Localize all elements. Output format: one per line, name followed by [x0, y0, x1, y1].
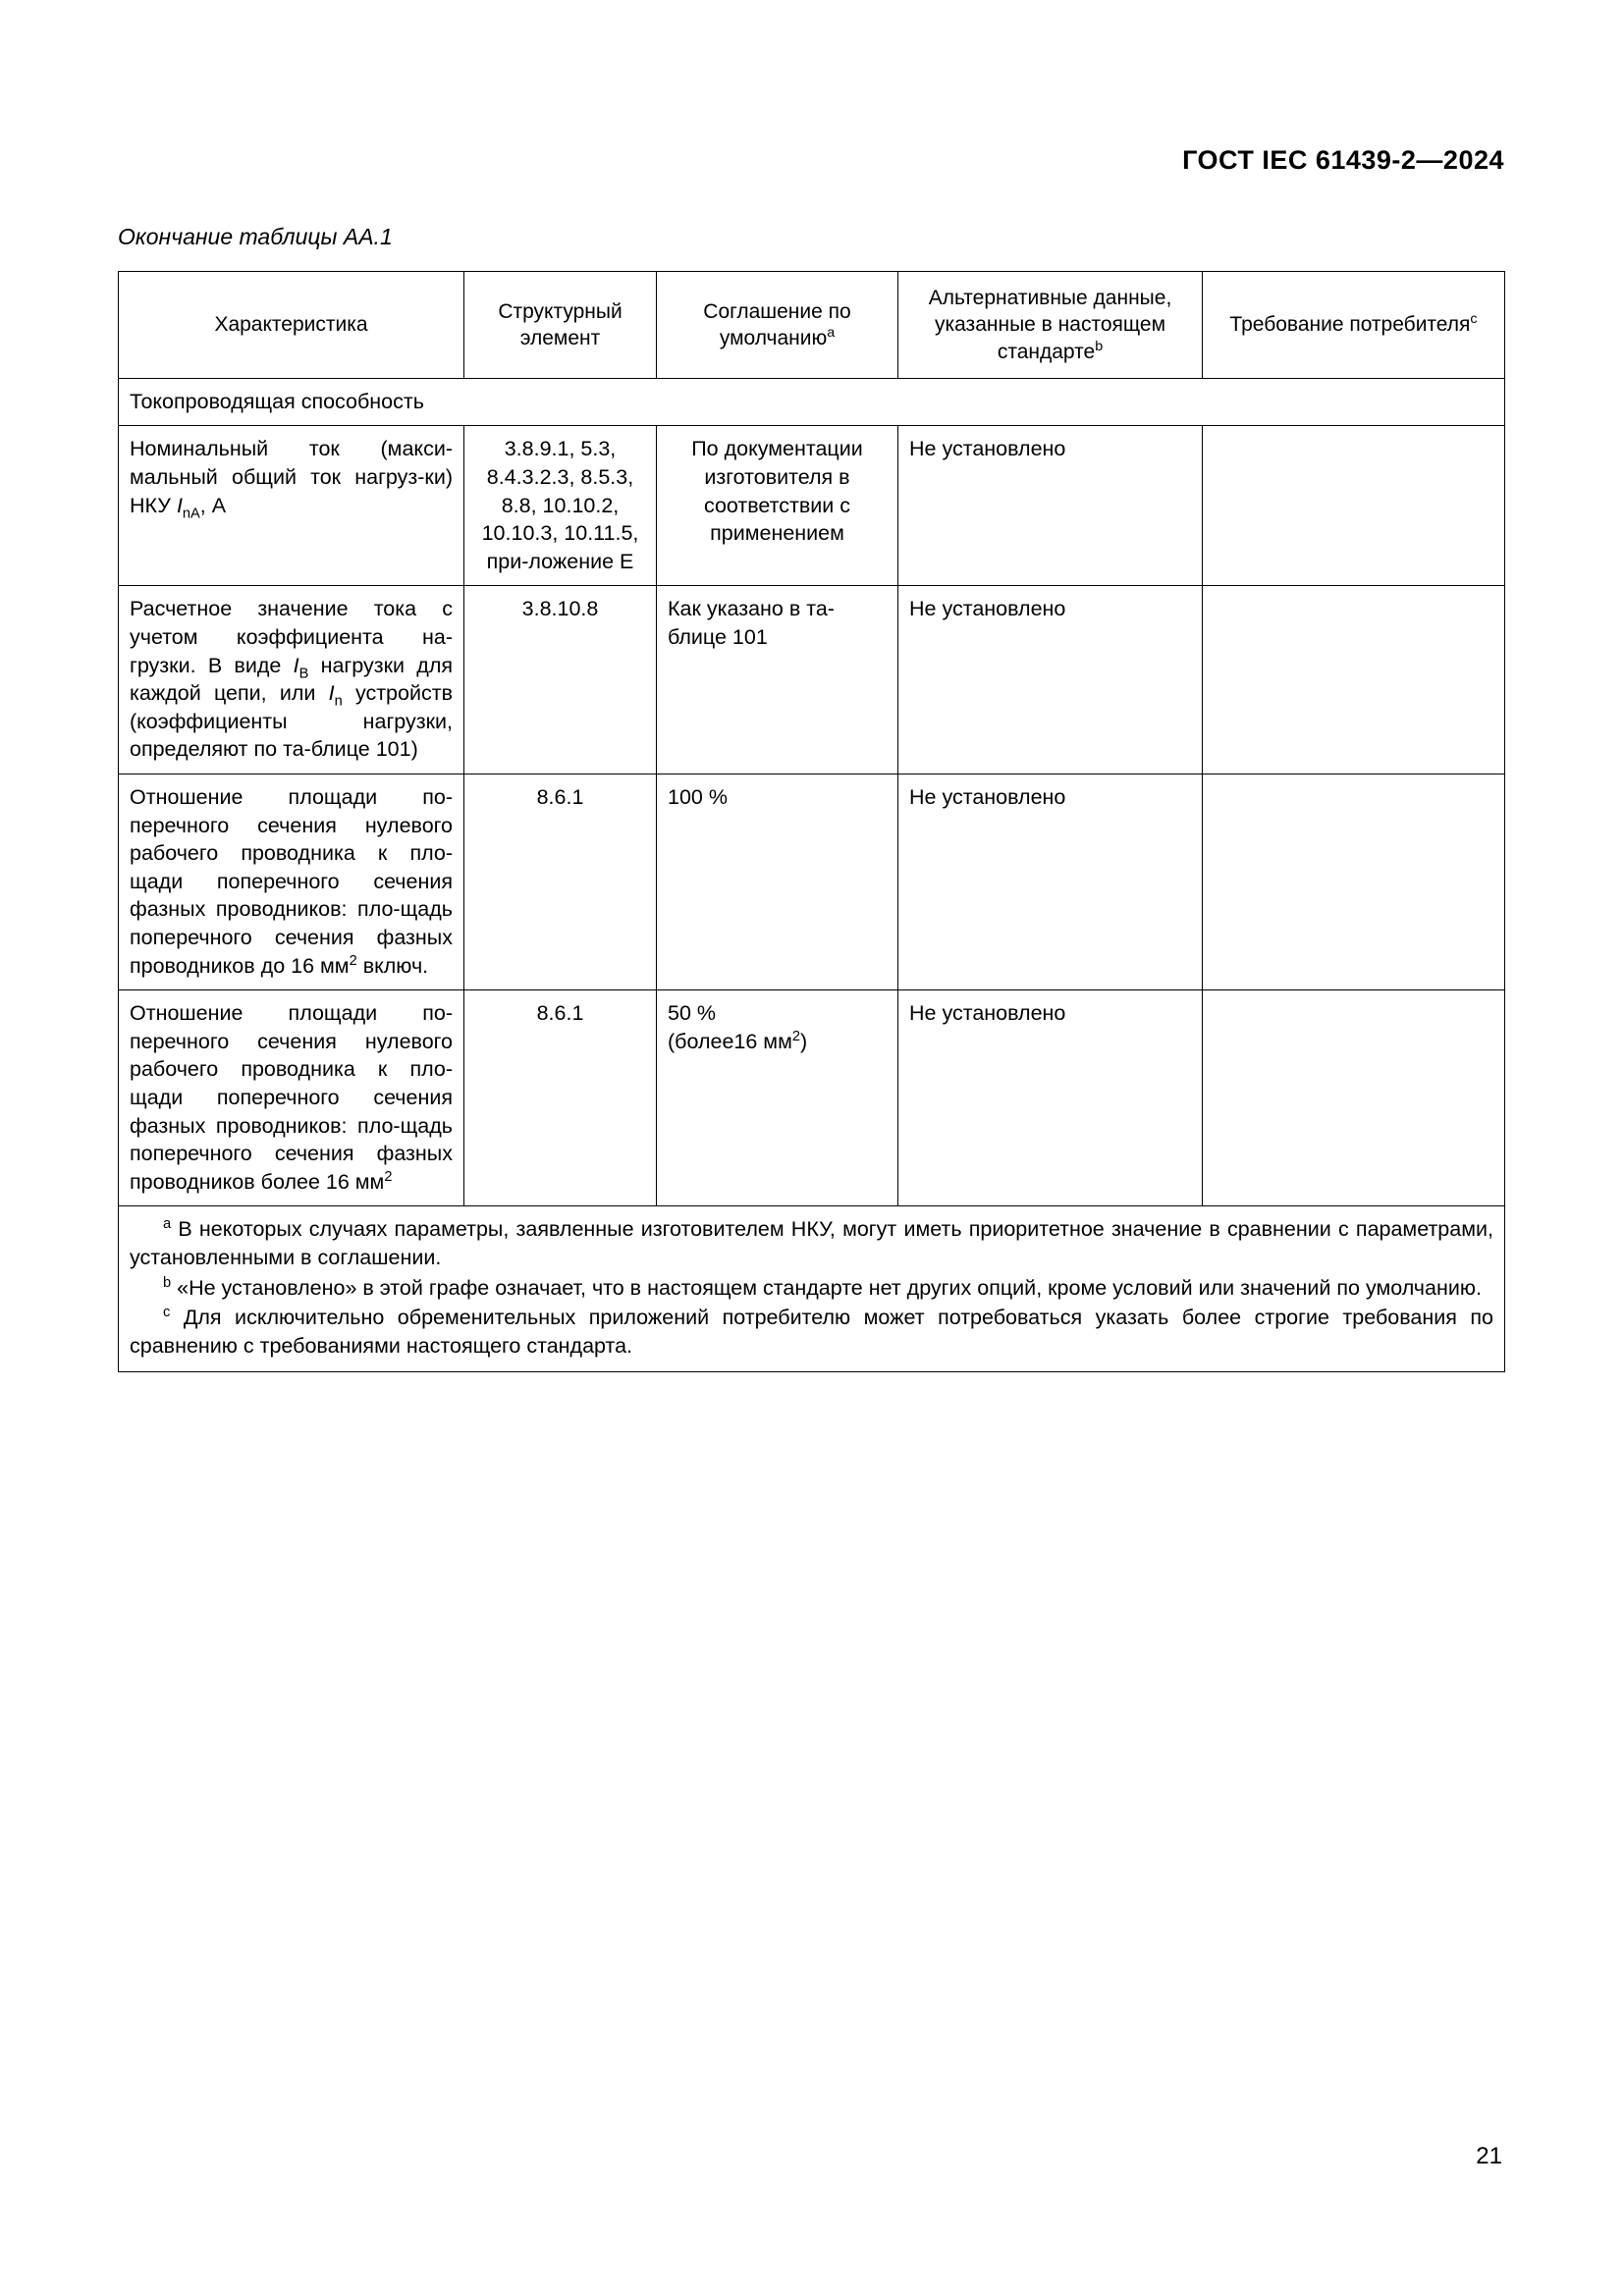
footnote-c: $^c$ Для исключительно обременительных приложений потребителю может потребоваться указать более строгие требования по сравнению с требованиями настоящего стандарта.: [130, 1304, 1493, 1358]
column-header-default-agreement: Соглашение по умолчанию$^a$: [657, 272, 898, 379]
row-default-agreement: 100 %: [657, 774, 898, 990]
page-number: 21: [1476, 2143, 1502, 2169]
column-header-customer-requirement: Требование потребителя$^c$: [1203, 272, 1505, 379]
column-header-structural-element: Структурный элемент: [464, 272, 657, 379]
symbol-current: I: [176, 493, 183, 517]
row-default-agreement: По документации изготовителя в соответствии с применением: [657, 426, 898, 586]
row-customer-requirement: [1203, 586, 1505, 774]
footnote-mark-c: c: [163, 1304, 171, 1320]
table-footnotes: [119, 1206, 1505, 1372]
row-structural-element: 8.6.1: [464, 990, 657, 1206]
footnote-mark-a: a: [827, 324, 836, 341]
table-section-row: [119, 378, 1505, 426]
page-header: ГОСТ IEC 61439-2—2024: [1182, 145, 1504, 175]
symbol-subscript: nA: [182, 505, 200, 521]
row-structural-element: 3.8.10.8: [464, 586, 657, 774]
table-caption: Окончание таблицы АА.1: [118, 224, 393, 249]
row-structural-element: 3.8.9.1, 5.3, 8.4.3.2.3, 8.5.3, 8.8, 10.10.2, 10.10.3, 10.11.5, при-ложение Е: [464, 426, 657, 586]
row-characteristic: Расчетное значение тока с учетом коэффициента на-грузки. В виде $I_B$ нагрузки для каждой цепи, или $I_n$ устройств (коэффициенты нагрузки, определяют по та-блице 101): [119, 586, 464, 774]
table-row: [119, 990, 1505, 1206]
table-row: [119, 586, 1505, 774]
column-header-alternative-data: Альтернативные данные, указанные в настоящем стандарте$^b$: [898, 272, 1203, 379]
row-customer-requirement: [1203, 426, 1505, 586]
row-customer-requirement: [1203, 774, 1505, 990]
footnote-mark-b: b: [163, 1274, 172, 1291]
table-row: [119, 426, 1505, 586]
footnote-mark-c: c: [1470, 311, 1478, 328]
row-characteristic: Отношение площади по-перечного сечения нулевого рабочего проводника к пло-щади поперечного сечения фазных проводников: пло-щадь поперечного сечения фазных проводников более 16 $мм^2$: [119, 990, 464, 1206]
row-characteristic: Отношение площади по-перечного сечения нулевого рабочего проводника к пло-щади поперечного сечения фазных проводников: пло-щадь поперечного сечения фазных проводников до 16 $мм^2$ включ.: [119, 774, 464, 990]
requirements-table: [118, 271, 1505, 1372]
row-alternative-data: Не установлено: [898, 586, 1203, 774]
row-alternative-data: Не установлено: [898, 426, 1203, 586]
row-structural-element: 8.6.1: [464, 774, 657, 990]
row-alternative-data: Не установлено: [898, 774, 1203, 990]
row-characteristic: Номинальный ток (макси-мальный общий ток нагруз-ки) НКУ $I_{nA}$, А: [119, 426, 464, 586]
footnote-mark-a: a: [163, 1216, 172, 1233]
column-header-characteristic: Характеристика: [119, 272, 464, 379]
footnote-mark-b: b: [1095, 338, 1104, 354]
footnote-a: $^a$ В некоторых случаях параметры, заявленные изготовителем НКУ, могут иметь приоритетное значение в сравнении с параметрами, установленными в соглашении.: [130, 1216, 1493, 1269]
row-default-agreement: 50 % (более16 $мм^2$): [657, 990, 898, 1206]
row-alternative-data: Не установлено: [898, 990, 1203, 1206]
section-title: Токопроводящая способность: [119, 378, 1505, 426]
row-customer-requirement: [1203, 990, 1505, 1206]
row-default-agreement: Как указано в та-блице 101: [657, 586, 898, 774]
footnote-b: $^b$ «Не установлено» в этой графе означает, что в настоящем стандарте нет других опций, кроме условий или значений по умолчанию.: [163, 1274, 1482, 1300]
table-row: [119, 774, 1505, 990]
table-header-row: [119, 272, 1505, 379]
